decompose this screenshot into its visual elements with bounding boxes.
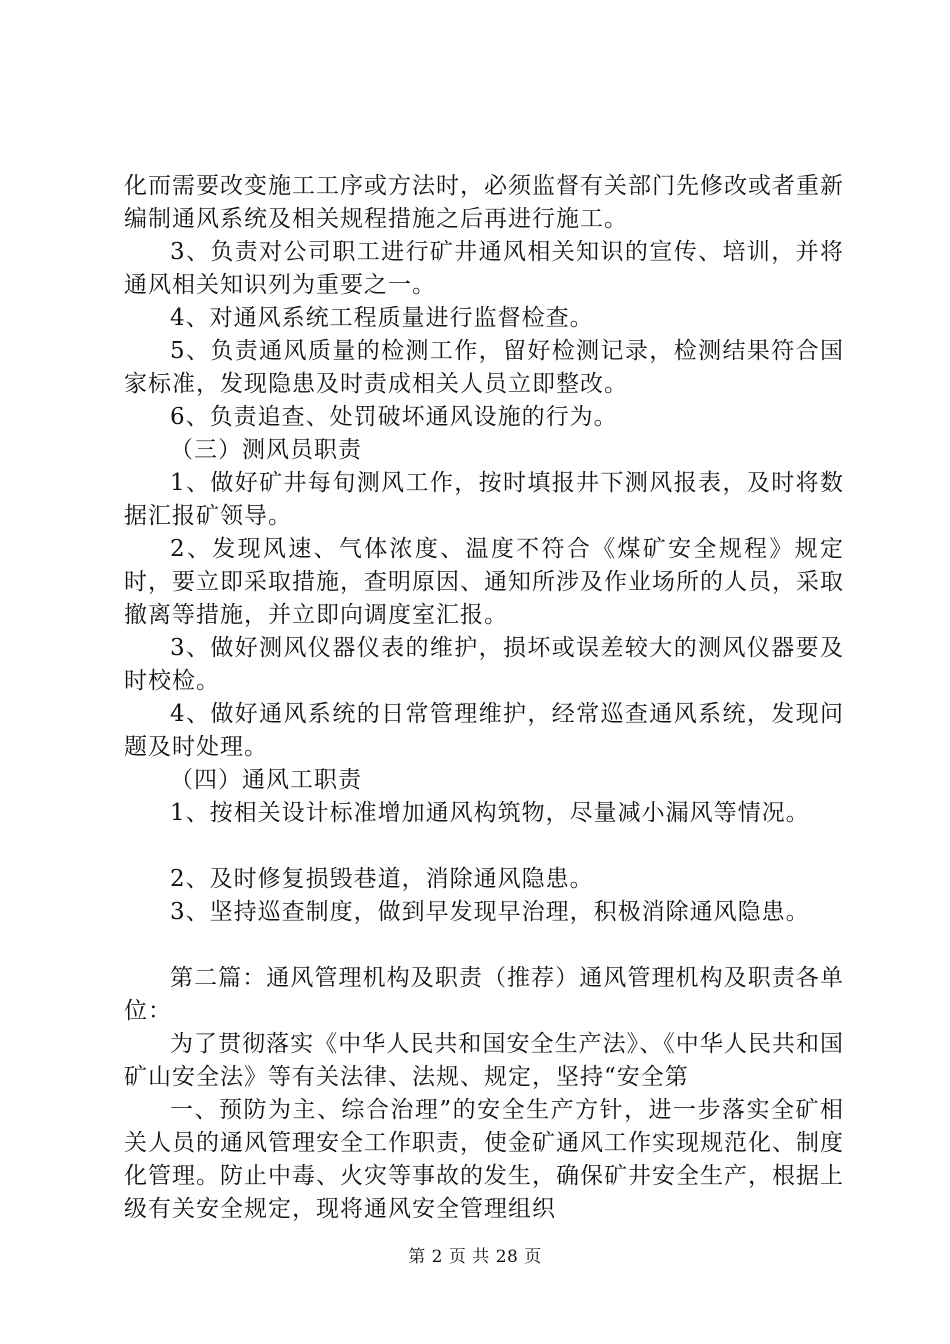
section-heading-3: （三）测风员职责	[170, 437, 362, 463]
document-body	[124, 170, 844, 1226]
paragraph-continuation: 化而需要改变施工工序或方法时，必须监督有关部门先修改或者重新编制通风系统及相关规程措施之后再进行施工。	[124, 173, 844, 232]
paragraph-item-6: 6、负责追查、处罚破坏通风设施的行为。	[170, 404, 618, 430]
paragraph-item-5: 5、负责通风质量的检测工作，留好检测记录，检测结果符合国家标准，发现隐患及时责成相关人员立即整改。	[124, 338, 844, 397]
paragraph-item-3b: 3、做好测风仪器仪表的维护，损坏或误差较大的测风仪器要及时校检。	[124, 635, 844, 694]
paragraph-item-1: 1、做好矿井每旬测风工作，按时填报井下测风报表，及时将数据汇报矿领导。	[124, 470, 844, 529]
paragraph-intro: 为了贯彻落实《中华人民共和国安全生产法》、《中华人民共和国矿山安全法》等有关法律、法规、规定，坚持“安全第	[124, 1031, 844, 1090]
section-heading-4: （四）通风工职责	[170, 767, 362, 793]
paragraph-item-3: 3、负责对公司职工进行矿井通风相关知识的宣传、培训，并将通风相关知识列为重要之一。	[124, 239, 844, 298]
paragraph-policy: 一、预防为主、综合治理”的安全生产方针，进一步落实全矿相关人员的通风管理安全工作职责，使金矿通风工作实现规范化、制度化管理。防止中毒、火灾等事故的发生，确保矿井安全生产，根据上级有关安全规定，现将通风安全管理组织	[124, 1097, 844, 1222]
paragraph-item-2: 2、发现风速、气体浓度、温度不符合《煤矿安全规程》规定时，要立即采取措施，查明原因、通知所涉及作业场所的人员，采取撤离等措施，并立即向调度室汇报。	[124, 536, 844, 628]
paragraph-item-4b: 4、做好通风系统的日常管理维护，经常巡查通风系统，发现问题及时处理。	[124, 701, 844, 760]
paragraph-item-1c: 1、按相关设计标准增加通风构筑物，尽量减小漏风等情况。	[170, 800, 810, 826]
chapter-title: 第二篇：通风管理机构及职责（推荐）通风管理机构及职责各单位：	[124, 965, 844, 1024]
paragraph-item-4: 4、对通风系统工程质量进行监督检查。	[170, 305, 594, 331]
page-footer: 第 2 页 共 28 页	[408, 1247, 542, 1267]
paragraph-item-2c: 2、及时修复损毁巷道，消除通风隐患。	[170, 866, 594, 892]
paragraph-item-3c: 3、坚持巡查制度，做到早发现早治理，积极消除通风隐患。	[170, 899, 810, 925]
